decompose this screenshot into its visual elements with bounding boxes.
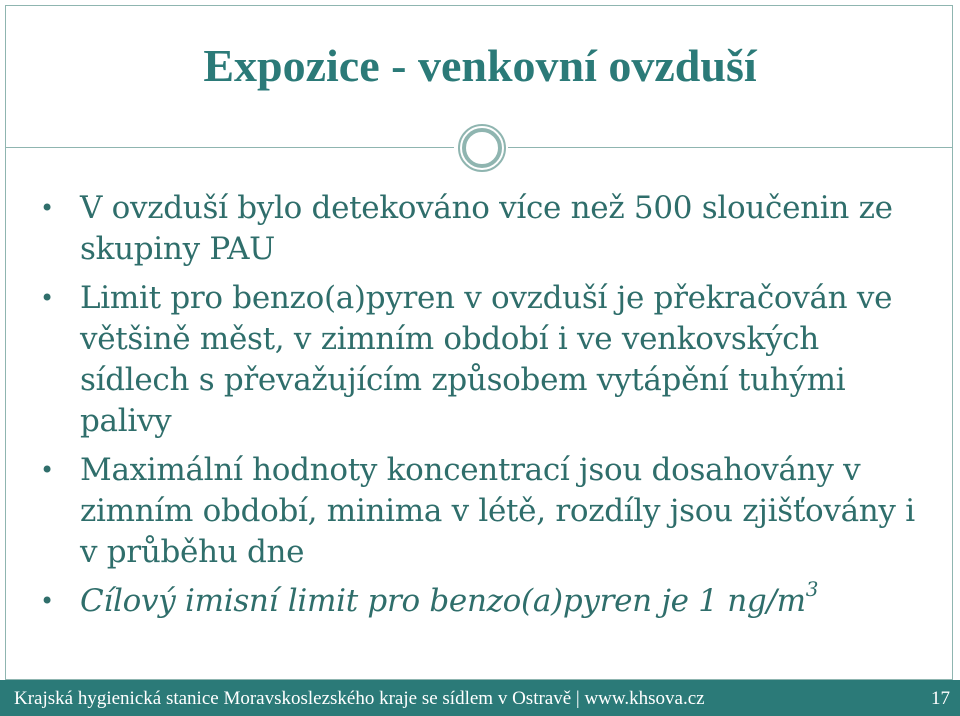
footer-bar xyxy=(0,680,960,716)
list-item xyxy=(40,278,920,442)
superscript: 3 xyxy=(805,576,819,601)
bullet-icon: • xyxy=(40,194,54,222)
bullet-icon: • xyxy=(40,587,54,615)
list-item xyxy=(40,188,920,270)
title-divider-left xyxy=(6,147,454,148)
title-divider-right xyxy=(508,147,953,148)
ring-ornament-icon xyxy=(456,122,508,174)
bullet-icon: • xyxy=(40,284,54,312)
bullet-text: Maximální hodnoty koncentrací jsou dosahovány v zimním období, minima v létě, rozdíly jsou zjišťovány i v průběhu dne xyxy=(80,452,915,570)
bullet-text xyxy=(80,576,819,619)
list-item xyxy=(40,576,920,622)
bullet-list xyxy=(40,188,920,630)
bullet-text: V ovzduší bylo detekováno více než 500 sloučenin ze skupiny PAU xyxy=(80,190,893,267)
bullet-text: Limit pro benzo(a)pyren v ovzduší je překračován ve většině měst, v zimním období i ve venkovských sídlech s převažujícím způsobem vytápění tuhými palivy xyxy=(80,280,893,439)
bullet-icon: • xyxy=(40,456,54,484)
page-number: 17 xyxy=(931,688,950,709)
slide-title: Expozice - venkovní ovzduší xyxy=(203,40,757,91)
footer-text: Krajská hygienická stanice Moravskoslezského kraje se sídlem v Ostravě | www.khsova.cz xyxy=(14,688,705,709)
bullet-text-main: Cílový imisní limit pro benzo(a)pyren je 1 ng/m xyxy=(80,583,806,619)
list-item xyxy=(40,450,920,573)
